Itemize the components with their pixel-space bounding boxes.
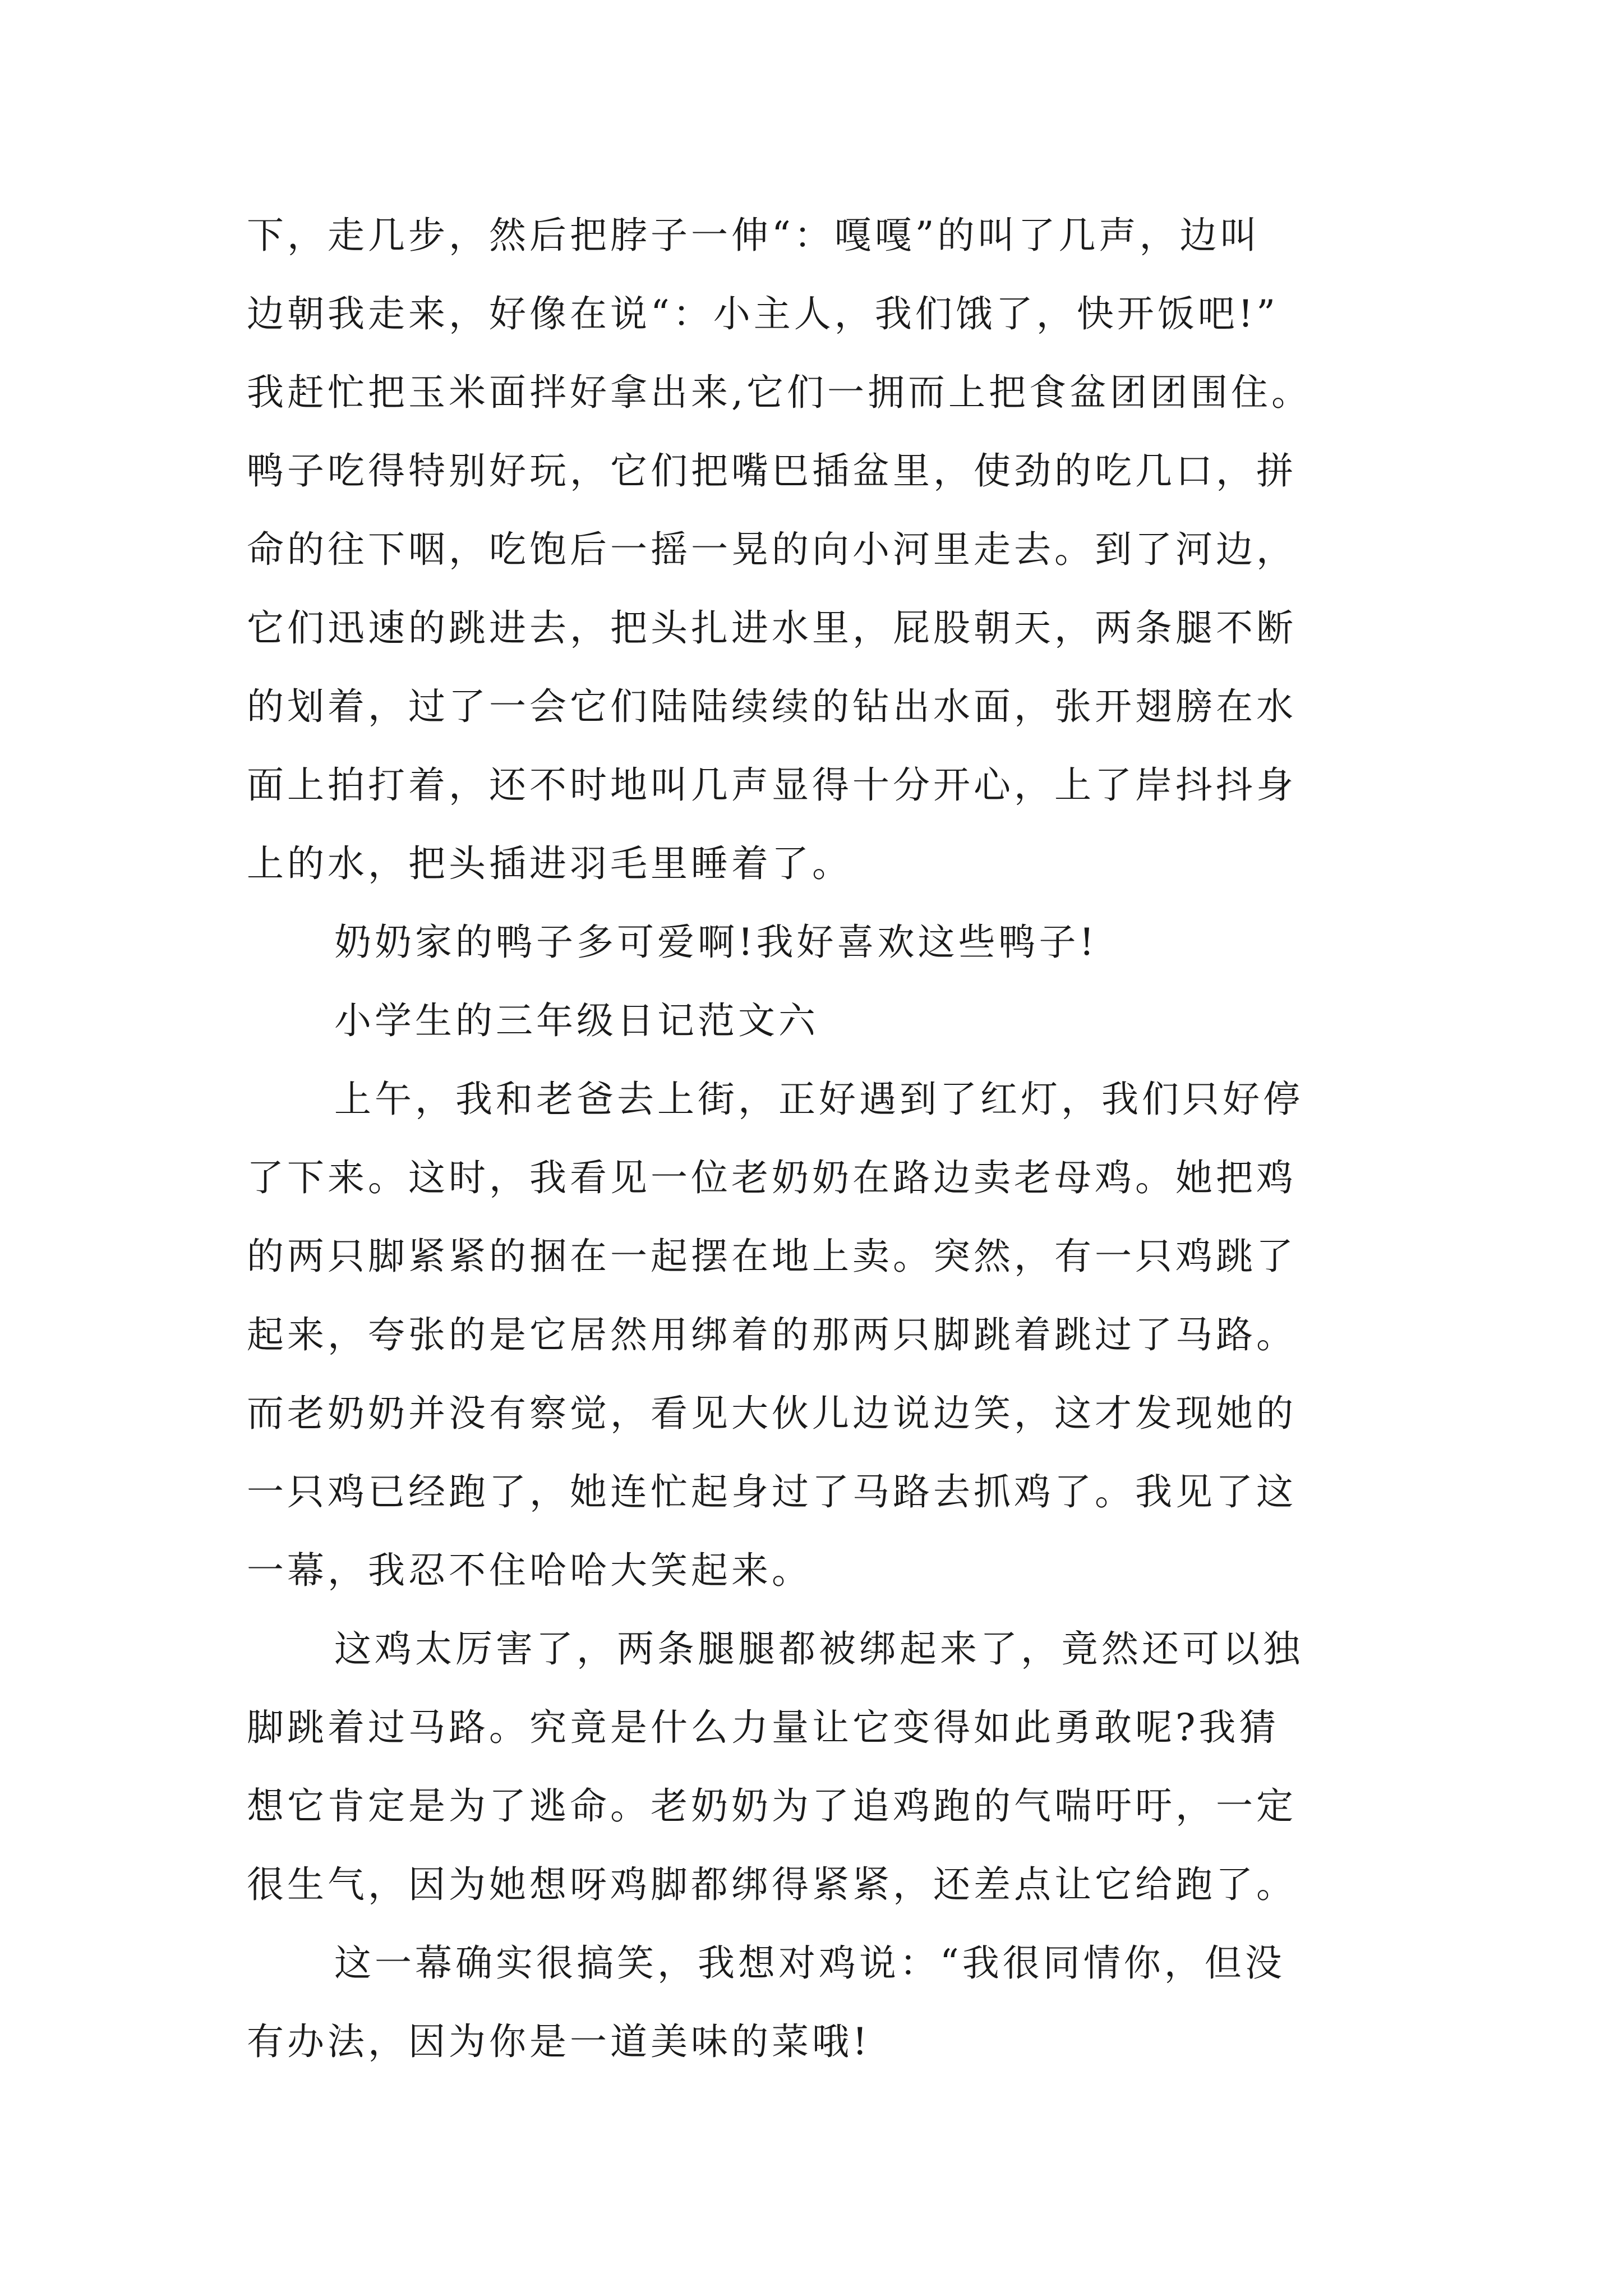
text-line: 的划着，过了一会它们陆陆续续的钻出水面，张开翅膀在水 [247,685,1297,728]
text-line: 面上拍打着，还不时地叫几声显得十分开心，上了岸抖抖身 [247,763,1297,807]
paragraph-first-line: 这鸡太厉害了，两条腿腿都被绑起来了，竟然还可以独 [334,1627,1303,1671]
text-line: 的两只脚紧紧的捆在一起摆在地上卖。突然，有一只鸡跳了 [247,1235,1297,1278]
text-line: 一幕，我忍不住哈哈大笑起来。 [247,1549,812,1592]
text-line: 一只鸡已经跑了，她连忙起身过了马路去抓鸡了。我见了这 [247,1470,1297,1513]
text-line: 下，走几步，然后把脖子一伸“：嘎嘎”的叫了几声，边叫 [247,214,1261,257]
text-line: 很生气，因为她想呀鸡脚都绑得紧紧，还差点让它给跑了。 [247,1863,1297,1906]
paragraph-first-line: 奶奶家的鸭子多可爱啊!我好喜欢这些鸭子! [334,921,1098,964]
text-line: 了下来。这时，我看见一位老奶奶在路边卖老母鸡。她把鸡 [247,1156,1297,1199]
text-line: 而老奶奶并没有察觉，看见大伙儿边说边笑，这才发现她的 [247,1392,1297,1435]
text-line: 命的往下咽，吃饱后一摇一晃的向小河里走去。到了河边， [247,528,1297,571]
text-line: 鸭子吃得特别好玩，它们把嘴巴插盆里，使劲的吃几口，拼 [247,449,1297,493]
paragraph-first-line: 上午，我和老爸去上街，正好遇到了红灯，我们只好停 [334,1078,1303,1121]
section-heading: 小学生的三年级日记范文六 [334,999,819,1042]
text-line: 边朝我走来，好像在说“：小主人，我们饿了，快开饭吧!” [247,292,1279,335]
text-line: 起来，夸张的是它居然用绑着的那两只脚跳着跳过了马路。 [247,1313,1297,1356]
paragraph-first-line: 这一幕确实很搞笑，我想对鸡说：“我很同情你，但没 [334,1941,1285,1985]
text-line: 它们迅速的跳进去，把头扎进水里，屁股朝天，两条腿不断 [247,606,1297,650]
text-line: 有办法，因为你是一道美味的菜哦! [247,2020,871,2063]
text-line: 想它肯定是为了逃命。老奶奶为了追鸡跑的气喘吁吁，一定 [247,1784,1297,1828]
text-line: 脚跳着过马路。究竟是什么力量让它变得如此勇敢呢?我猜 [247,1706,1280,1749]
text-line: 上的水，把头插进羽毛里睡着了。 [247,842,852,885]
text-line: 我赶忙把玉米面拌好拿出来,它们一拥而上把食盆团团围住。 [247,371,1312,414]
